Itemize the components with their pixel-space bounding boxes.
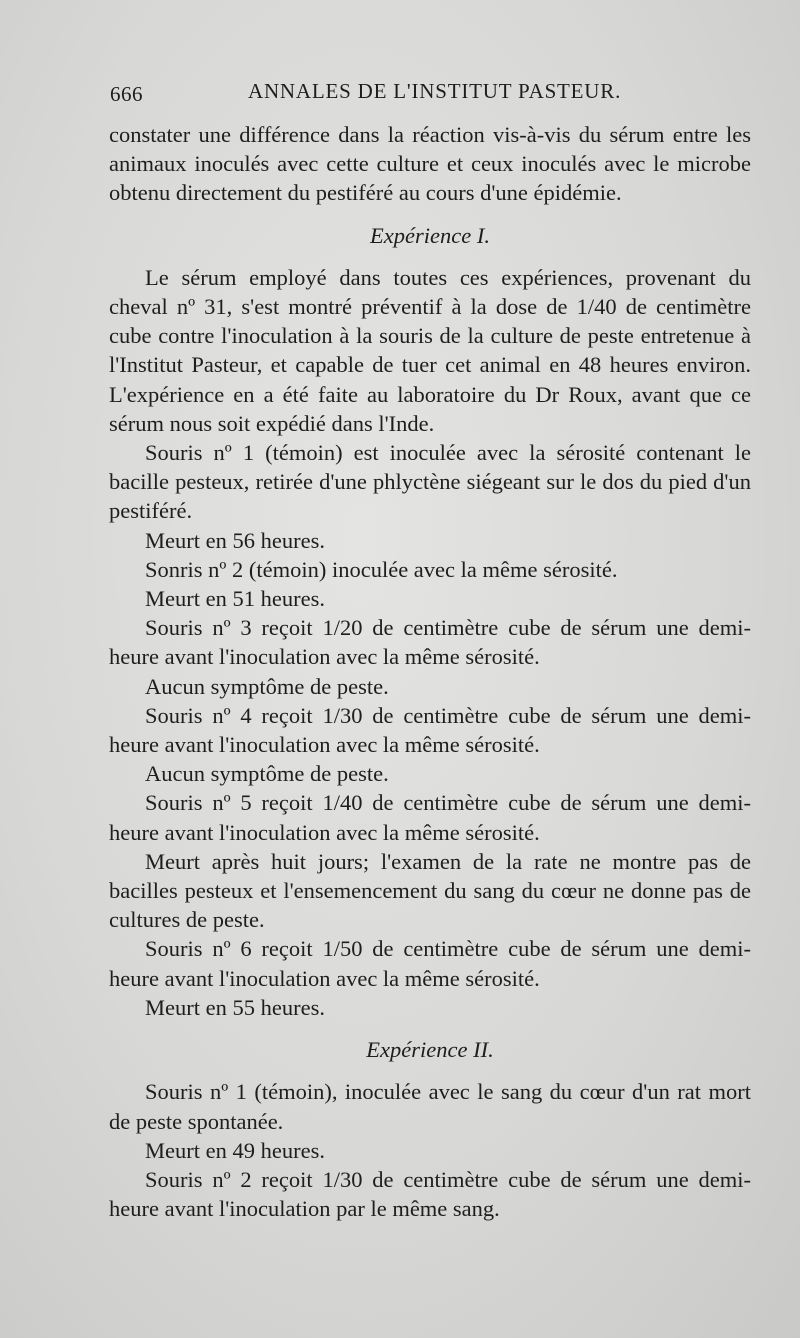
paragraph: Meurt en 56 heures. [145,527,325,553]
paragraph: Meurt en 51 heures. [145,586,325,612]
paragraph: Aucun symptôme de peste. [145,673,389,699]
paragraph: Souris nº 1 (témoin) est inoculée avec la sérosité contenant le bacille pesteux, retirée d'une phlyctène siégeant sur le dos du pied d'un pestiféré. [109,440,751,524]
paragraph: Souris nº 1 (témoin), inoculée avec le sang du cœur d'un rat mort de peste spontanée. [109,1079,751,1134]
paragraph: Souris nº 5 reçoit 1/40 de centimètre cube de sérum une demi-heure avant l'inoculation avec la même sérosité. [109,790,751,845]
paragraph: Souris nº 4 reçoit 1/30 de centimètre cube de sérum une demi-heure avant l'inoculation avec la même sérosité. [109,702,751,758]
page-number: 666 [110,82,143,106]
paragraph: Meurt en 55 heures. [145,994,325,1020]
paragraph: Sonris nº 2 (témoin) inoculée avec la même sérosité. [145,556,618,582]
paragraph: Souris nº 6 reçoit 1/50 de centimètre cube de sérum une demi-heure avant l'inoculation avec la même sérosité. [109,936,751,991]
paragraph: Souris nº 2 reçoit 1/30 de centimètre cube de sérum une demi-heure avant l'inoculation par le même sang. [109,1166,751,1222]
running-head: ANNALES DE L'INSTITUT PASTEUR. [248,79,622,103]
paragraph: constater une différence dans la réaction vis-à-vis du sérum entre les animaux inoculés avec cette culture et ceux inoculés avec le microbe obtenu directement du pestiféré au cours d'une épidémie. [109,122,751,206]
paragraph: Souris nº 3 reçoit 1/20 de centimètre cube de sérum une demi-heure avant l'inoculation avec la même sérosité. [109,615,751,670]
page-header [0,0,800,120]
paragraph: Aucun symptôme de peste. [145,761,389,787]
paragraph: Le sérum employé dans toutes ces expériences, provenant du cheval nº 31, s'est montré préventif à la dose de 1/40 de centimètre cube contre l'inoculation à la souris de la culture de peste entretenue à l'Institut Pasteur, et capable de tuer cet animal en 48 heures environ. L'expérience en a été faite au laboratoire du Dr Roux, avant que ce sérum nous soit expédié dans l'Inde. [109,264,751,436]
section-heading: Expérience I. [370,222,490,248]
section-heading: Expérience II. [366,1037,494,1063]
paragraph: Meurt après huit jours; l'examen de la rate ne montre pas de bacilles pesteux et l'ensemencement du sang du cœur ne donne pas de cultures de peste. [109,848,751,933]
body-text [109,120,751,1223]
paragraph: Meurt en 49 heures. [145,1137,325,1163]
